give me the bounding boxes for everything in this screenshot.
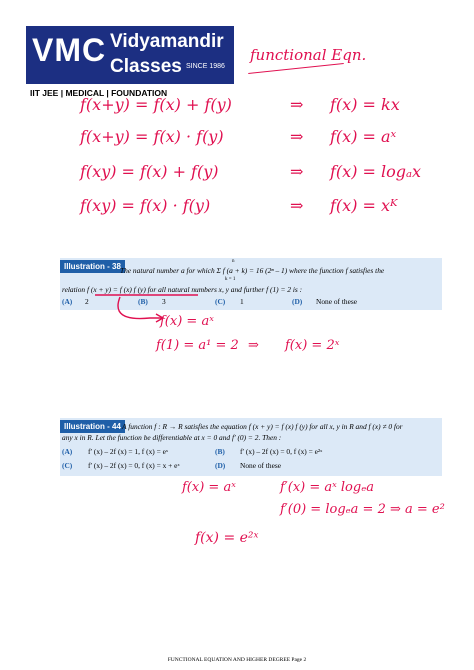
ill44-work-2: f′(x) = aˣ logₑa xyxy=(280,480,374,495)
ill44-work-3: f′(0) = logₑa = 2 ⇒ a = e² xyxy=(280,502,445,517)
ill38-work-3: f(x) = 2ˣ xyxy=(285,338,340,353)
illustration-38-line1: The natural number a for which Σ f (a + k) = 16 (2ⁿ – 1) where the function f satisfies the xyxy=(120,266,385,275)
ill44-option-c-label: (C) xyxy=(62,461,73,470)
sum-upper-limit: n xyxy=(232,259,235,264)
vmc-logo xyxy=(26,26,234,84)
ill38-work-2: f(1) = a¹ = 2 xyxy=(156,338,239,353)
ill44-option-c-value: f′ (x) – 2f (x) = 0, f (x) = x + eˣ xyxy=(88,461,180,470)
illustration-44-line1: A function f : R → R satisfies the equation f (x + y) = f (x) f (y) for all x, y in R and f (x) ≠ 0 for xyxy=(122,422,403,431)
ill38-option-a-label: (A) xyxy=(62,297,73,306)
logo-name-line2: Classes xyxy=(110,56,182,77)
logo-mark: VMC xyxy=(32,32,107,68)
ill44-option-a-value: f′ (x) – 2f (x) = 1, f (x) = eˣ xyxy=(88,447,169,456)
note-row-1-right: f(x) = kx xyxy=(330,95,400,114)
ill38-option-d-value: None of these xyxy=(316,297,358,306)
ill38-option-c-value: 1 xyxy=(240,297,244,306)
title-underline xyxy=(248,63,344,74)
illustration-38-label: Illustration - 38 xyxy=(60,260,125,273)
ill44-option-b-label: (B) xyxy=(215,447,225,456)
illustration-44-line2: any x in R. Let the function be differentiable at x = 0 and f′ (0) = 2. Then : xyxy=(62,433,282,442)
ill44-work-4: f(x) = e²ˣ xyxy=(195,530,259,546)
note-row-3-left: f(xy) = f(x) + f(y) xyxy=(80,162,219,181)
note-row-2-left: f(x+y) = f(x) · f(y) xyxy=(80,127,224,146)
ill44-option-a-label: (A) xyxy=(62,447,73,456)
logo-since: SINCE 1986 xyxy=(186,63,225,70)
ill44-option-d-value: None of these xyxy=(240,461,282,470)
notes-title: functional Eqn. xyxy=(250,46,367,64)
ill44-option-b-value: f′ (x) – 2f (x) = 0, f (x) = e²ˣ xyxy=(240,447,323,456)
note-row-4-right: f(x) = xᴷ xyxy=(330,196,398,215)
logo-tagline: IIT JEE | MEDICAL | FOUNDATION xyxy=(30,88,168,98)
ill44-option-d-label: (D) xyxy=(215,461,226,470)
illustration-38-line2: relation f (x + y) = f (x) f (y) for all natural numbers x, y and further f (1) = 2 is : xyxy=(62,285,303,294)
ill38-option-c-label: (C) xyxy=(215,297,226,306)
ill38-work-arrow: ⇒ xyxy=(248,338,259,353)
illustration-44-label: Illustration - 44 xyxy=(60,420,125,433)
note-row-1-arrow: ⇒ xyxy=(290,95,304,114)
note-row-3-right: f(x) = logₐx xyxy=(330,162,422,181)
ill38-option-b-value: 3 xyxy=(162,297,166,306)
ill38-work-1: f(x) = aˣ xyxy=(160,314,214,329)
note-row-3-arrow: ⇒ xyxy=(290,162,304,181)
sum-lower-limit: k = 1 xyxy=(225,277,236,282)
ill38-option-b-label: (B) xyxy=(138,297,148,306)
ill38-option-d-label: (D) xyxy=(292,297,303,306)
page-footer: FUNCTIONAL EQUATION AND HIGHER DEGREE Page 2 xyxy=(167,657,307,663)
note-row-2-arrow: ⇒ xyxy=(290,127,304,146)
note-row-2-right: f(x) = aˣ xyxy=(330,127,397,146)
note-row-1-left: f(x+y) = f(x) + f(y) xyxy=(80,95,232,114)
illustration-44-box xyxy=(60,418,442,476)
ill44-work-1: f(x) = aˣ xyxy=(182,480,236,495)
note-row-4-left: f(xy) = f(x) · f(y) xyxy=(80,196,211,215)
note-row-4-arrow: ⇒ xyxy=(290,196,304,215)
ill38-option-a-value: 2 xyxy=(85,297,89,306)
logo-name-line1: Vidyamandir xyxy=(110,31,224,52)
